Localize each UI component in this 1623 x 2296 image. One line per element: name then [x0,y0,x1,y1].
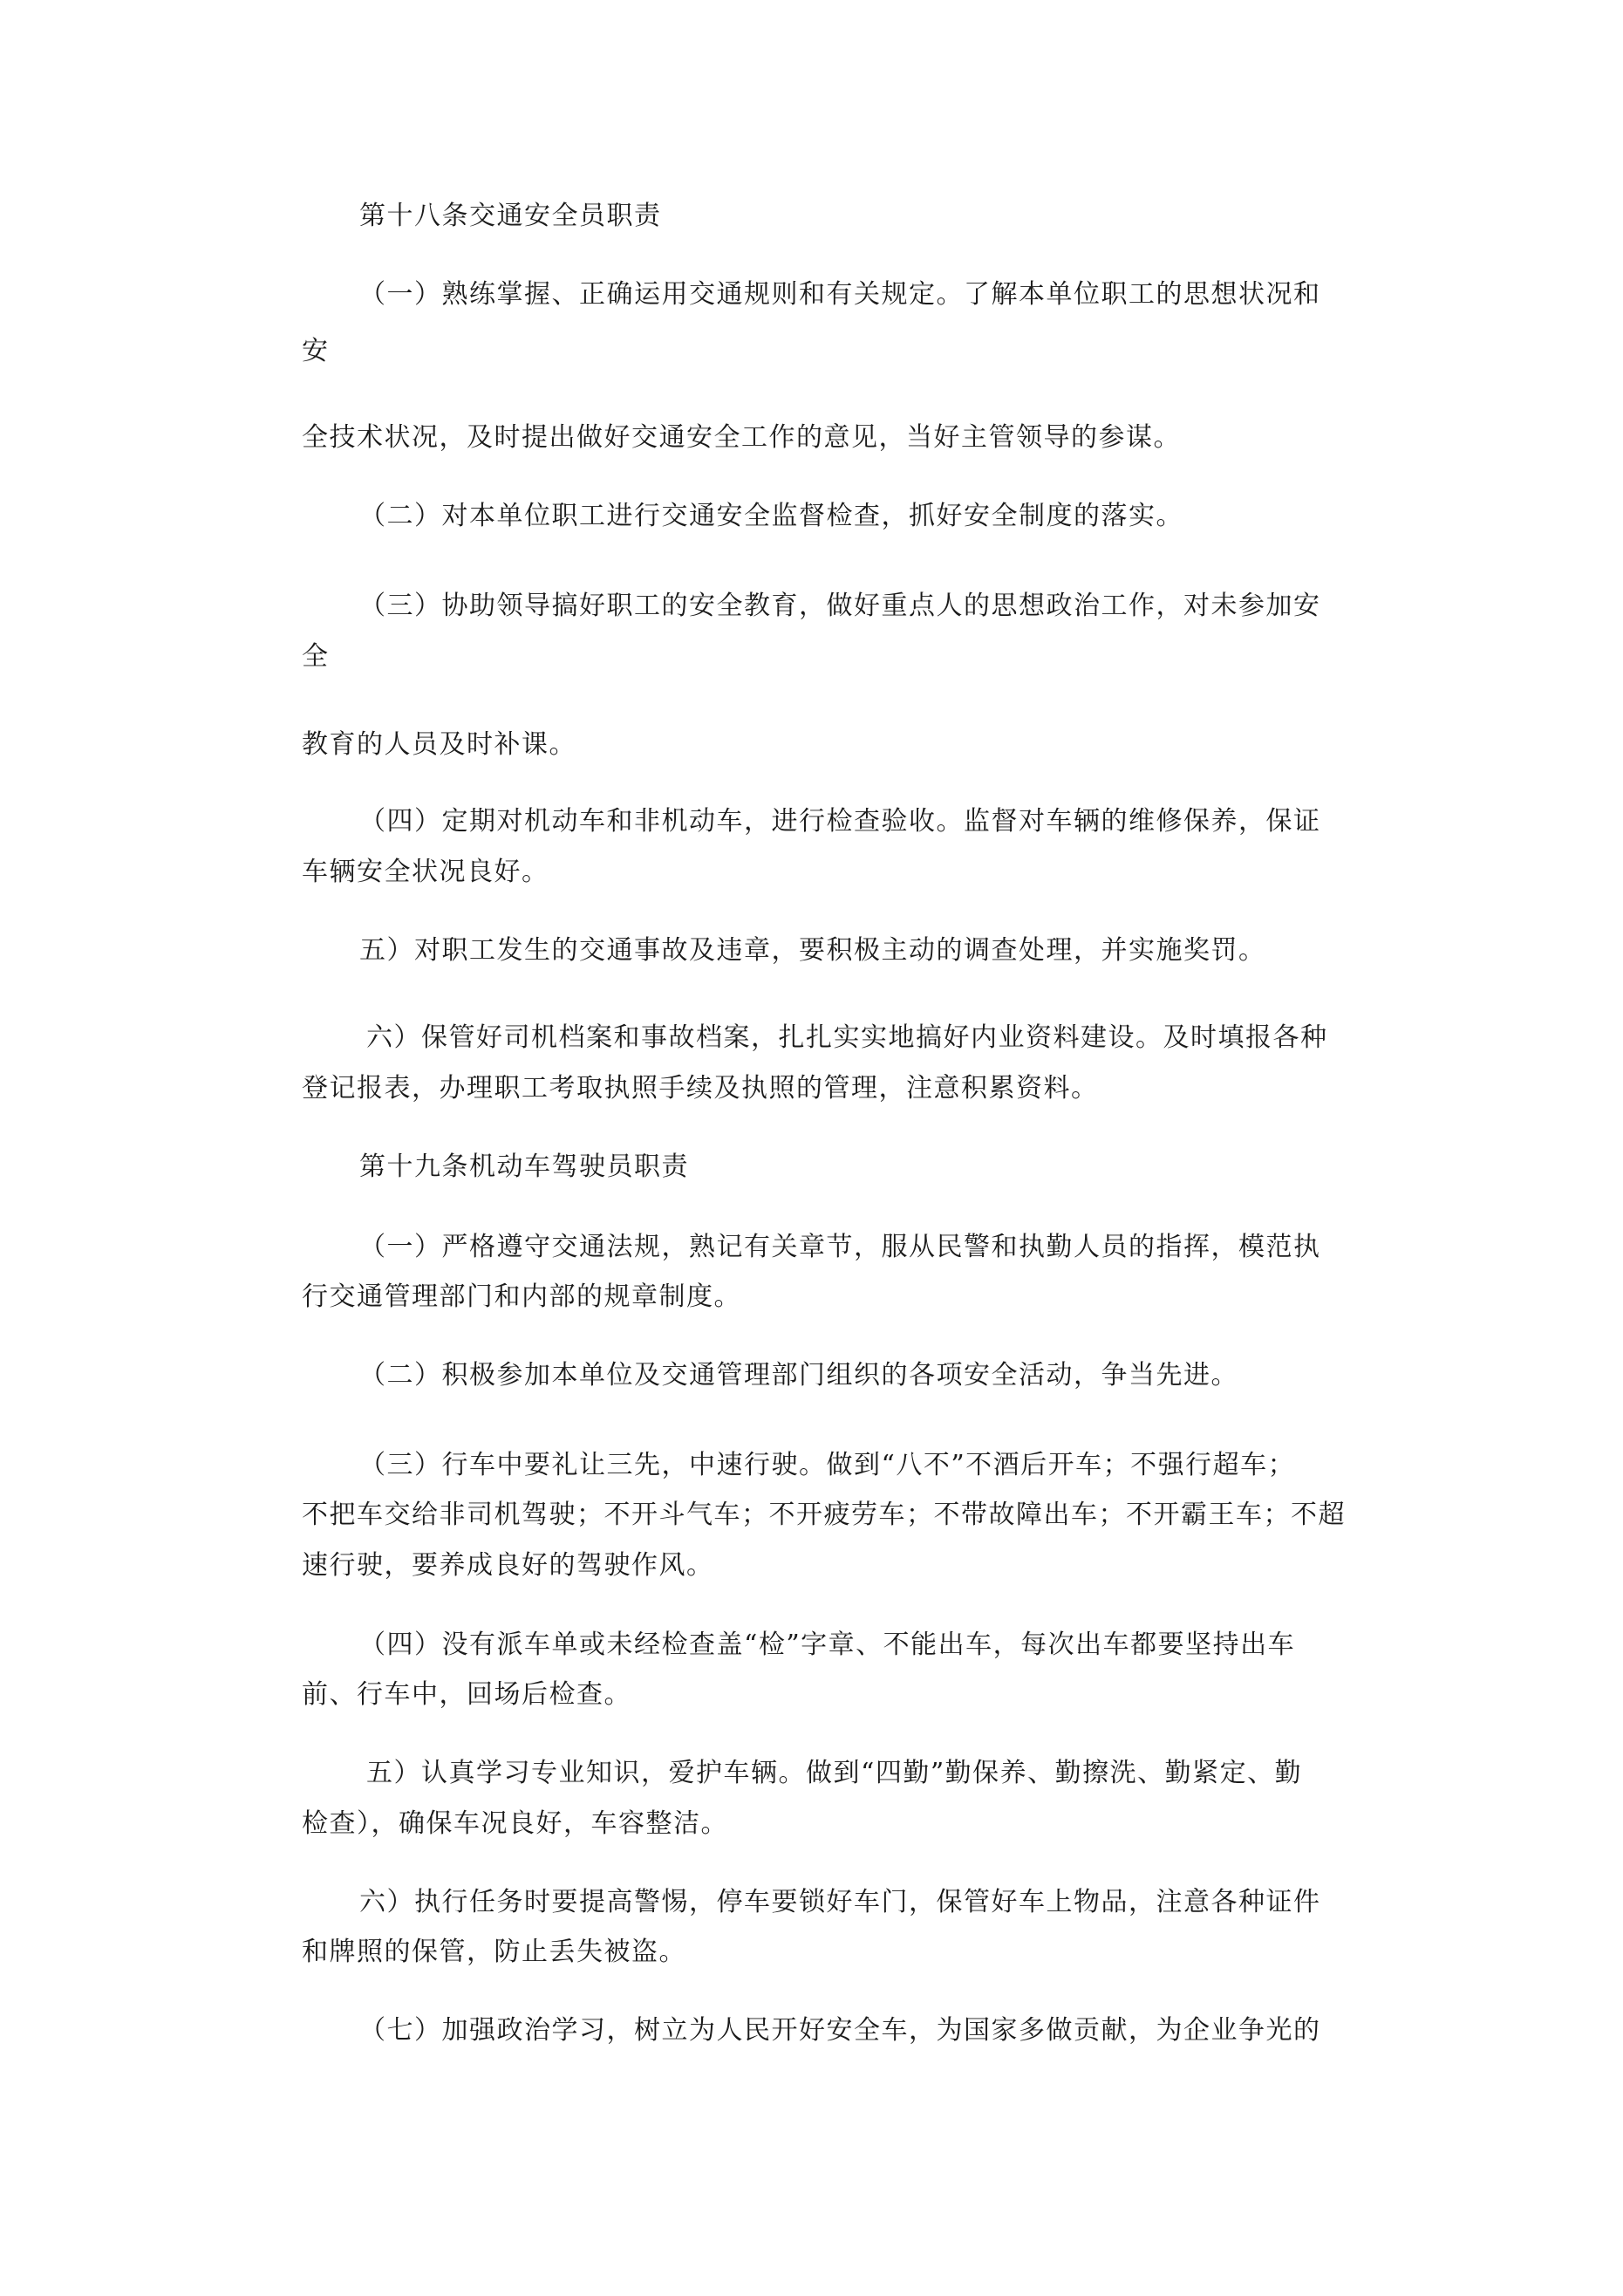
text-line: 全技术状况，及时提出做好交通安全工作的意见，当好主管领导的参谋。 [302,422,1181,453]
text-line: 六）保管好司机档案和事故档案，扎扎实实地搞好内业资料建设。及时填报各种 [366,1022,1328,1053]
text-line: 不把车交给非司机驾驶；不开斗气车；不开疲劳车；不带故障出车；不开霸王车；不超 [302,1500,1346,1530]
text-line: （四）没有派车单或未经检查盖“检”字章、不能出车，每次出车都要坚持出车 [359,1630,1296,1660]
text-line: （七）加强政治学习，树立为人民开好安全车，为国家多做贡献，为企业争光的 [359,2015,1321,2046]
text-line: （二）积极参加本单位及交通管理部门组织的各项安全活动，争当先进。 [359,1360,1238,1391]
text-line: 五）认真学习专业知识，爱护车辆。做到“四勤”勤保养、勤擦洗、勤紧定、勤 [366,1758,1303,1788]
text-line: （三）协助领导搞好职工的安全教育，做好重点人的思想政治工作，对未参加安 [359,591,1321,621]
text-line: 检查），确保车况良好，车容整洁。 [302,1808,728,1839]
text-line: 安 [302,336,330,366]
text-line: （四）定期对机动车和非机动车，进行检查验收。监督对车辆的维修保养，保证 [359,806,1321,837]
text-line: 前、行车中，回场后检查。 [302,1679,631,1710]
article-18-heading: 第十八条交通安全员职责 [359,201,662,231]
text-line: 登记报表，办理职工考取执照手续及执照的管理，注意积累资料。 [302,1073,1099,1104]
text-line: （二）对本单位职工进行交通安全监督检查，抓好安全制度的落实。 [359,501,1183,531]
text-line: 六）执行任务时要提高警惕，停车要锁好车门，保管好车上物品，注意各种证件 [359,1887,1321,1917]
text-line: 速行驶，要养成良好的驾驶作风。 [302,1550,714,1581]
text-line: （一）严格遵守交通法规，熟记有关章节，服从民警和执勤人员的指挥，模范执 [359,1232,1321,1262]
text-line: （一）熟练掌握、正确运用交通规则和有关规定。了解本单位职工的思想状况和 [359,279,1321,310]
text-line: 行交通管理部门和内部的规章制度。 [302,1281,741,1312]
text-line: 车辆安全状况良好。 [302,857,549,887]
text-line: 教育的人员及时补课。 [302,729,576,760]
text-line: （三）行车中要礼让三先，中速行驶。做到“八不”不酒后开车；不强行超车； [359,1450,1296,1480]
text-line: 全 [302,641,330,672]
text-line: 五）对职工发生的交通事故及违章，要积极主动的调查处理，并实施奖罚。 [359,935,1266,966]
text-line: 和牌照的保管，防止丢失被盗。 [302,1937,686,1967]
article-19-heading: 第十九条机动车驾驶员职责 [359,1151,689,1182]
